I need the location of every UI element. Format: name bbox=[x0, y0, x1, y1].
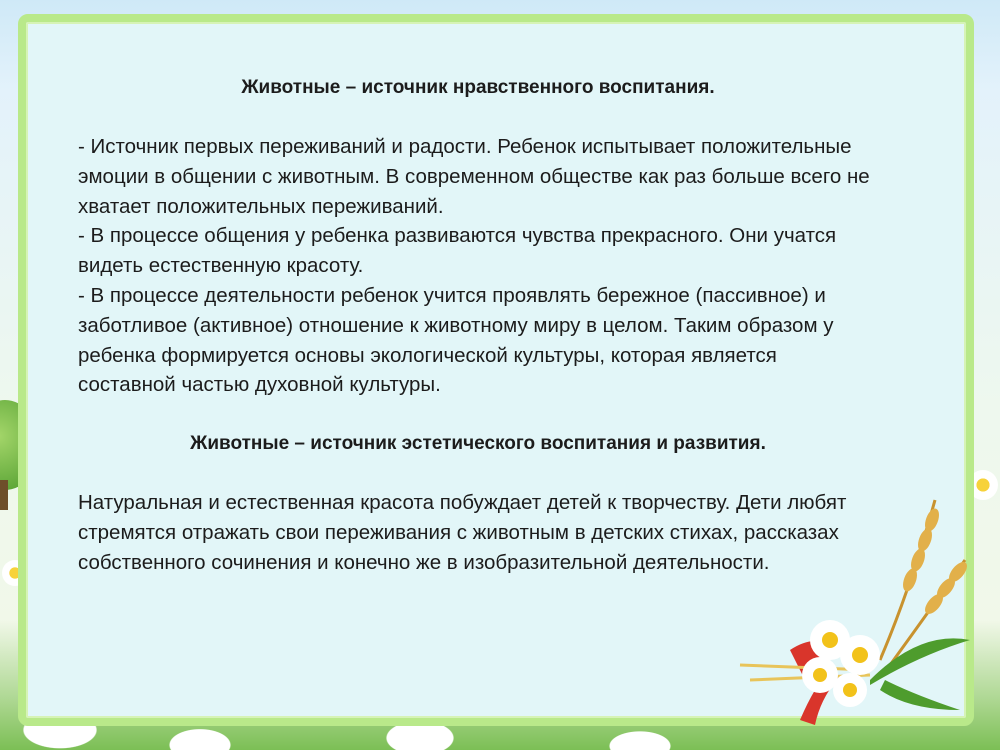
section1-heading: Животные – источник нравственного воспитания. bbox=[241, 77, 715, 98]
section1-paragraph: - В процессе общения у ребенка развиваются чувства прекрасного. Они учатся видеть естественную красоту. bbox=[78, 224, 837, 278]
wheat-bouquet-icon bbox=[720, 480, 980, 730]
section2-heading: Животные – источник эстетического воспитания и развития. bbox=[190, 433, 766, 455]
wheat-ear-icon bbox=[900, 507, 970, 617]
spacer bbox=[78, 102, 878, 132]
tree-trunk bbox=[0, 480, 8, 510]
spacer bbox=[78, 400, 878, 430]
section1-paragraph: - В процессе деятельности ребенок учится проявлять бережное (пассивное) и заботливое (активное) отношение к животному миру в целом. Таким образом у ребенка формируется основы экологической культуры, которая является составной частью духовной культуры. bbox=[78, 283, 834, 397]
section2-paragraph: Натуральная и естественная красота побуждает детей к творчеству. Дети любят стремятся отражать свои переживания с животным в детских стихах, рассказах собственного сочинения и конечно же в изобразительной деятельности. bbox=[78, 491, 847, 574]
section1-paragraph: - Источник первых переживаний и радости. Ребенок испытывает положительные эмоции в общении с животным. В современном обществе как раз больше всего не хватает положительных переживаний. bbox=[78, 135, 870, 218]
